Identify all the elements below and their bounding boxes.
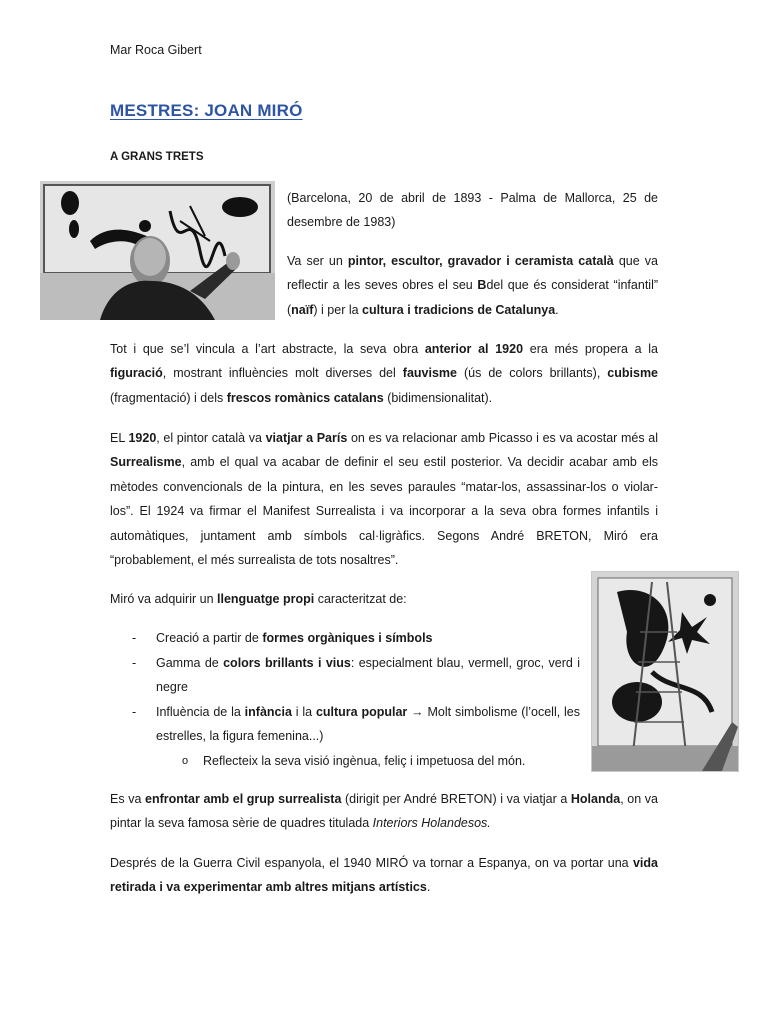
- list-item: - Influència de la infància i la cultura popular → Molt simbolisme (l’ocell, les estrelles, la figura femenina...): [132, 704, 581, 744]
- list-item: - Gamma de colors brillants i vius: especialment blau, vermell, groc, verd i negre: [132, 655, 580, 695]
- document-title: MESTRES: JOAN MIRÓ: [110, 101, 303, 120]
- paragraph-language: Miró va adquirir un llenguatge propi caracteritzat de:: [110, 592, 407, 606]
- birth-death-dates: (Barcelona, 20 de abril de 1893 - Palma de Mallorca, 25 de desembre de 1983): [287, 191, 658, 230]
- intro-paragraphs: [287, 186, 658, 336]
- intro-paragraph: Va ser un pintor, escultor, gravador i ceramista català que va reflectir a les seves obres el seu Bdel que és considerat “infantil” (naïf) i per la cultura i tradicions de Catalunya.: [287, 253, 659, 317]
- paragraph-paris-surrealism: EL 1920, el pintor català va viatjar a París on es va relacionar amb Picasso i es va acostar més al Surrealisme, amb el qual va acabar de definir el seu estil posterior. Va decidir acabar amb els mètodes convencionals de la pintura, en les seves paraules “matar-los, assassinar-los o violar-los”. El 1924 va firmar el Manifest Surrealista i va incorporar a la seva obra formes infantils i automàtiques, juntament amb símbols cal·ligràfics. Segons André BRETON, Miró era “probablement, el més surrealista de tots nosaltres”.: [110, 431, 658, 568]
- miro-portrait-photo: [40, 181, 275, 320]
- paragraph-holland: Es va enfrontar amb el grup surrealista (dirigit per André BRETON) i va viatjar a Holanda, on va pintar la seva famosa sèrie de quadres titulada Interiors Holandesos.: [110, 792, 658, 831]
- characteristics-list: [110, 626, 580, 774]
- document-author: Mar Roca Gibert: [110, 43, 202, 57]
- section-heading: A GRANS TRETS: [110, 151, 204, 163]
- list-item: - Creació a partir de formes orgàniques i símbols: [132, 631, 433, 645]
- paragraph-return-spain: Després de la Guerra Civil espanyola, el 1940 MIRÓ va tornar a Espanya, on va portar una vida retirada i va experimentar amb altres mitjans artístics.: [110, 856, 658, 895]
- miro-painting-photo: [591, 571, 739, 772]
- paragraph-early-work: Tot i que se’l vincula a l’art abstracte, la seva obra anterior al 1920 era més propera a la figuració, mostrant influències molt diverses del fauvisme (ús de colors brillants), cubisme (fragmentació) i dels frescos romànics catalans (bidimensionalitat).: [110, 342, 659, 405]
- sub-list-item: o Reflecteix la seva visió ingènua, feliç i impetuosa del món.: [182, 753, 526, 768]
